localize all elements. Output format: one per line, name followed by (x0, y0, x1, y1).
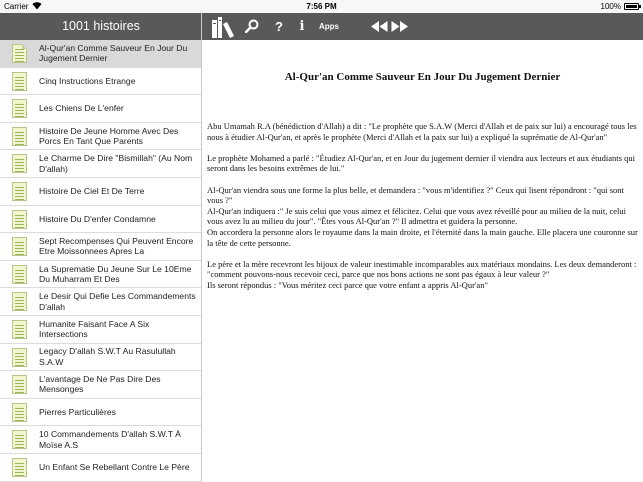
battery-icon (624, 3, 639, 10)
list-item-label: Pierres Particulières (39, 406, 116, 417)
books-icon[interactable] (211, 16, 235, 38)
list-item-label: Un Enfant Se Rebellant Contre Le Père (39, 461, 190, 472)
article-paragraph: Al-Qur'an indiquera :" Je suis celui que vous aimez et félicitez. Celui que vous avez réveillé pour au milieu de la nuit, celui vous avez lu au milieu du jour". "Êtes vous Al-Qur'an ?" Il admettra et guidera la personne. (207, 205, 627, 227)
help-button[interactable]: ? (275, 19, 283, 34)
toolbar (202, 13, 643, 40)
list-item[interactable] (0, 399, 201, 427)
list-item[interactable] (0, 150, 201, 178)
list-item[interactable] (0, 288, 201, 316)
article-paragraph: Al-Qur'an viendra sous une forme la plus belle, et demandera : "vous m'identifiez ?" Ceux qui lisent répondront : "qui sont vous ?" (207, 184, 624, 206)
document-icon (12, 292, 27, 311)
article-title: Al-Qur'an Comme Sauveur En Jour Du Jugement Dernier (284, 71, 561, 83)
list-item[interactable] (0, 68, 201, 96)
list-item-label: Histoire De Jeune Homme Avec Des Porcs En Tant Que Parents (39, 125, 179, 147)
list-item[interactable] (0, 261, 201, 289)
document-icon (12, 210, 27, 229)
list-item-label: L'avantage De Ne Pas Dire Des Mensonges (39, 373, 161, 395)
document-icon (12, 127, 27, 146)
list-item-label: Legacy D'allah S.W.T Au Rasulullah S.A.W (39, 346, 176, 367)
list-item[interactable] (0, 426, 201, 454)
list-item[interactable] (0, 178, 201, 206)
article-paragraph: Abu Umamah R.A (bénédiction d'Allah) a dit : "Le prophète que S.A.W (Merci d'Allah et de paix sur lui) a encouragé tous les nous à étudier Al-Qur'an, et après le prophète (Merci d'Allah et la paix sur lui) a expliqué la suprématie de Al-Qur'an" (207, 121, 637, 142)
list-item-label: Humanite Faisant Face A Six Intersections (39, 318, 150, 340)
list-item-label: Le Charme De Dire "Bismillah" (Au Nom D'allah) (39, 153, 193, 174)
status-bar (0, 0, 643, 13)
list-item[interactable] (0, 206, 201, 234)
list-item[interactable] (0, 233, 201, 261)
document-icon (12, 375, 27, 394)
list-item-label: Les Chiens De L'enfer (39, 103, 124, 114)
document-icon (12, 458, 27, 477)
article-paragraph: On accordera la personne alors le royaume dans la main droite, et l'éternité dans la main gauche. Elle placera une couronne sur la tête de cette personne. (207, 226, 638, 248)
sidebar-header (0, 13, 202, 40)
article-paragraph: Ils seront répondus : "Vous méritez ceci parce que votre enfant a appris Al-Qur'an" (207, 279, 488, 290)
document-icon (12, 403, 27, 422)
document-icon (12, 72, 27, 91)
list-item-label: Sept Recompenses Qui Peuvent Encore Etre Moissonnees Apres La (39, 235, 194, 257)
carrier-label: Carrier (4, 2, 29, 11)
story-list (0, 40, 201, 482)
document-icon (12, 237, 27, 256)
list-item-label: Al-Qur'an Comme Sauveur En Jour Du Jugement Dernier (39, 42, 188, 64)
list-item-label: Le Desir Qui Defie Les Commandements D'allah (39, 291, 196, 312)
rewind-icon[interactable] (371, 21, 388, 32)
document-icon (12, 320, 27, 339)
battery-percent: 100% (600, 2, 621, 11)
article-body (207, 121, 639, 301)
list-item[interactable] (0, 454, 201, 482)
article-pane (202, 40, 643, 482)
document-icon (12, 44, 27, 63)
fast-forward-icon[interactable] (391, 21, 408, 32)
search-icon[interactable] (245, 19, 259, 33)
document-icon (12, 265, 27, 284)
battery-fill (626, 5, 637, 8)
list-item[interactable] (0, 371, 201, 399)
article-paragraph: Le prophète Mohamed a parlé : "Étudiez Al-Qur'an, et en Jour du jugement dernier il viendra aux lecteurs et aux étudiants qui seront dans les besoins extrêmes de lui." (207, 152, 635, 174)
info-button[interactable]: i (299, 19, 305, 34)
list-item[interactable] (0, 40, 201, 68)
list-item[interactable] (0, 316, 201, 344)
list-item-label: Histoire Du D'enfer Condamne (39, 213, 156, 224)
apps-button[interactable]: Apps (319, 22, 339, 31)
list-item-label: La Suprematie Du Jeune Sur Le 10Eme Du Muharram Et Des (39, 263, 192, 285)
clock: 7:56 PM (306, 2, 337, 11)
document-icon (12, 99, 27, 118)
list-item[interactable] (0, 123, 201, 151)
document-icon (12, 182, 27, 201)
list-item[interactable] (0, 95, 201, 123)
document-icon (12, 154, 27, 173)
document-icon (12, 348, 27, 367)
list-item-label: Histoire De Ciel Et De Terre (39, 186, 145, 197)
list-item-label: Cinq Instructions Etrange (39, 75, 136, 86)
app-title: 1001 histoires (62, 19, 140, 33)
document-icon (12, 430, 27, 449)
article-paragraph: Le père et la mère recevront les bijoux de valeur inestimable incomparables aux matériaux mondains. Les deux demanderont : "comment pouvons-nous recevoir ceci, parce que nos bons actions ne sont pas égaux à leur valeur ?" (207, 258, 637, 280)
list-item[interactable] (0, 344, 201, 372)
list-item-label: 10 Commandements D'allah S.W.T À Moïse A.S (39, 429, 181, 450)
